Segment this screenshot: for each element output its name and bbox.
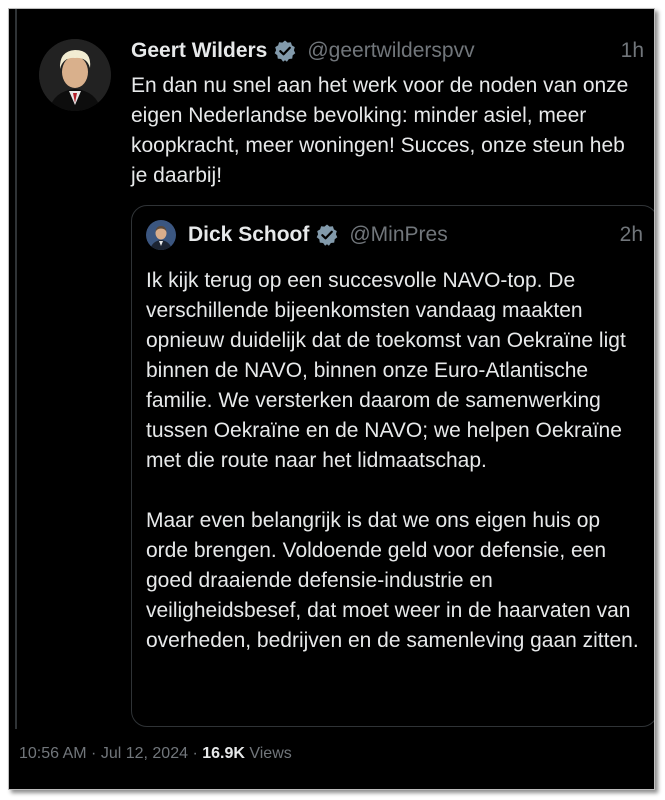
- quoted-paragraph-1: Ik kijk terug op een succesvolle NAVO-top. De verschillende bijeenkomsten vandaag maakten opnieuw duidelijk dat de toekomst van Oekraïne ligt binnen de NAVO, binnen onze Euro-Atlantische familie. We versterken daarom de samenwerking tussen Oekraïne en de NAVO; we helpen Oekraïne met die route naar het lidmaatschap.: [146, 269, 632, 472]
- quoted-author-handle[interactable]: @MinPres: [349, 223, 448, 246]
- quoted-author-name[interactable]: Dick Schoof: [188, 223, 310, 246]
- quoted-tweet-text: [146, 266, 646, 656]
- tweet-meta: [19, 745, 292, 763]
- quoted-author-avatar[interactable]: [146, 220, 176, 250]
- quoted-tweet-header: [188, 218, 643, 252]
- tweet-card: [8, 8, 655, 790]
- tweet-timestamp[interactable]: 10:56 AM · Jul 12, 2024 ·: [19, 745, 203, 762]
- verified-badge-icon: [273, 39, 297, 63]
- author-name[interactable]: Geert Wilders: [131, 39, 268, 62]
- author-avatar[interactable]: [39, 39, 111, 111]
- tweet-text: En dan nu snel aan het werk voor de noden van onze eigen Nederlandse bevolking: minder asiel, meer koopkracht, meer woningen! Succes, onze steun heb je daarbij!: [131, 74, 635, 187]
- views-count[interactable]: 16.9K: [202, 745, 245, 762]
- quoted-paragraph-2: Maar even belangrijk is dat we ons eigen huis op orde brengen. Voldoende geld voor defensie, een goed draaiende defensie-industrie en veiligheidsbesef, dat moet weer in de haarvaten van overheden, bedrijven en de samenleving gaan zitten.: [146, 509, 639, 652]
- tweet-header: [131, 35, 644, 67]
- profile-photo-icon: [146, 220, 176, 250]
- author-handle[interactable]: @geertwilderspvv: [307, 39, 475, 62]
- views-label: Views: [244, 745, 292, 762]
- tweet-time[interactable]: 1h: [620, 39, 644, 62]
- thread-line: [15, 9, 17, 729]
- quoted-tweet[interactable]: [131, 205, 655, 727]
- quoted-tweet-time[interactable]: 2h: [619, 223, 643, 246]
- profile-photo-icon: [39, 39, 111, 111]
- verified-badge-icon: [315, 223, 339, 247]
